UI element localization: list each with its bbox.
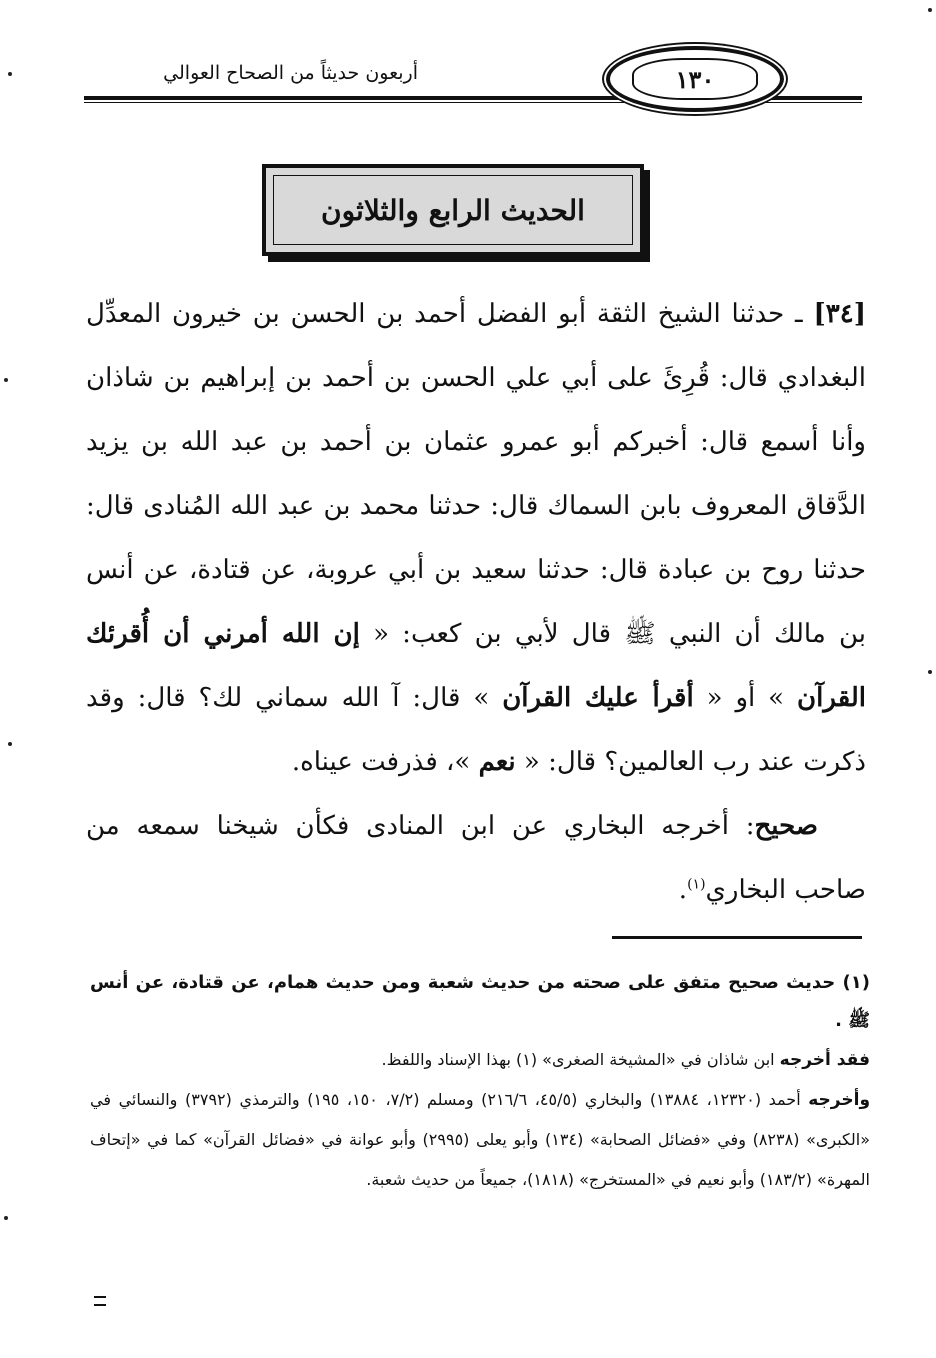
margin-mark bbox=[8, 742, 12, 746]
page-number-badge bbox=[606, 46, 784, 112]
footnotes bbox=[90, 964, 870, 1200]
quote-2: أقرأ عليك القرآن bbox=[502, 683, 694, 713]
footnote-1: (١) حديث صحيح متفق على صحته من حديث شعبة ومن حديث همام، عن قتادة، عن أنس ﷺ . bbox=[90, 972, 870, 1031]
equals-mark bbox=[94, 1296, 106, 1306]
text-segment-b: » أو « bbox=[693, 683, 798, 713]
running-header-title: أربعون حديثاً من الصحاح العوالي bbox=[163, 62, 418, 84]
hadith-paragraph bbox=[86, 282, 866, 794]
grade-paragraph bbox=[86, 794, 866, 922]
margin-mark bbox=[928, 670, 932, 674]
grade-label: صحيح bbox=[754, 811, 818, 841]
grade-end: . bbox=[678, 875, 688, 905]
grade-text: : أخرجه البخاري عن ابن المنادى فكأن شيخنا سمعه من صاحب البخاري bbox=[86, 811, 866, 905]
chapter-title: الحديث الرابع والثلاثون bbox=[321, 193, 585, 227]
quote-1: إن الله أمرني أن أُقرئك القرآن bbox=[86, 619, 866, 713]
footnote-separator bbox=[612, 936, 862, 939]
text-segment-d: »، فذرفت عيناه. bbox=[291, 747, 479, 777]
footnote-line-1-label: فقد أخرجه bbox=[779, 1050, 870, 1070]
hadith-body bbox=[86, 282, 866, 922]
footnote-line-2-text: أحمد (١٢٣٢٠، ١٣٨٨٤) والبخاري (٤٥/٥، ٢١٦/٦) ومسلم (٧/٢، ١٥٠، ١٩٥) والترمذي (٣٧٩٢) والنسائي في «الكبرى» (٨٢٣٨) وفي «فضائل الصحابة» (١٣٤) وأبو يعلى (٢٩٩٥) وأبو عوانة في «فضائل القرآن» كما في «إتحاف المهرة» (١٨٣/٢) وأبو نعيم في «المستخرج» (١٨١٨)، جميعاً من حديث شعبة. bbox=[90, 1090, 871, 1189]
isnad-text: ـ حدثنا الشيخ الثقة أبو الفضل أحمد بن الحسن بن خيرون المعدِّل البغدادي قال: قُرِئَ على أبي علي الحسن بن أحمد بن إبراهيم بن شاذان وأنا أسمع قال: أخبركم أبو عمرو عثمان بن أحمد بن عبد الله بن يزيد الدَّقاق المعروف بابن السماك قال: حدثنا محمد بن عبد الله المُنادى قال: حدثنا روح بن عبادة قال: حدثنا سعيد بن أبي عروبة، عن قتادة، عن أنس بن مالك أن النبي ﷺ قال لأبي بن كعب: « bbox=[86, 299, 866, 649]
chapter-title-box bbox=[262, 164, 644, 256]
page-number: ١٣٠ bbox=[632, 58, 758, 100]
margin-mark bbox=[4, 378, 8, 382]
text-segment-c: » قال: آ الله سماني لك؟ قال: وقد ذكرت عند رب العالمين؟ قال: « bbox=[86, 683, 866, 777]
margin-mark bbox=[928, 8, 932, 12]
quote-3: نعم bbox=[478, 747, 516, 777]
footnote-line-2-label: وأخرجه bbox=[808, 1090, 871, 1110]
footnote-line-1-text: ابن شاذان في «المشيخة الصغرى» (١) بهذا الإسناد واللفظ. bbox=[381, 1050, 780, 1069]
hadith-number: [٣٤] bbox=[813, 299, 866, 329]
footnote-line-1 bbox=[90, 1040, 870, 1080]
footnote-line-2 bbox=[90, 1080, 870, 1200]
margin-mark bbox=[8, 72, 12, 76]
margin-mark bbox=[4, 1216, 8, 1220]
footnote-ref[interactable]: (١) bbox=[687, 876, 706, 893]
